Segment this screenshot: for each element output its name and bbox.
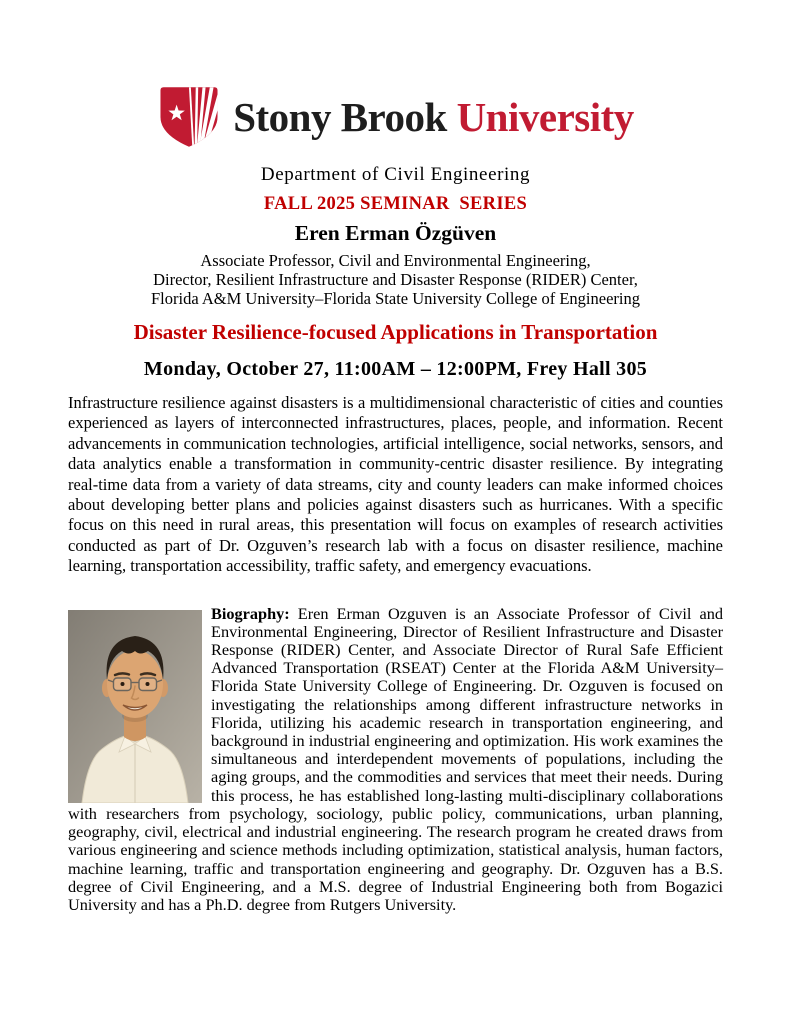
stony-brook-shield-icon <box>157 86 221 148</box>
abstract-paragraph: Infrastructure resilience against disasters is a multidimensional characteristic of cities and counties experienced as layers of interconnected infrastructures, places, people, and information. Recent advancements in communication technologies, artificial intelligence, social networks, sensors, and data analytics enable a transformation in community-centric disaster resilience. By integrating real-time data from a variety of data streams, city and county leaders can make informed choices about developing better plans and policies against disasters such as hurricanes. With a specific focus on this need in rural areas, this presentation will focus on examples of research activities conducted as part of Dr. Ozguven’s research lab with a focus on disaster resilience, machine learning, transportation accessibility, traffic safety, and emergency evacuations. <box>68 393 723 576</box>
seminar-series-title: FALL 2025 SEMINAR SERIES <box>263 194 528 214</box>
affiliation-line: Director, Resilient Infrastructure and Disaster Response (RIDER) Center, <box>153 270 638 289</box>
logo-wordmark-secondary: University <box>456 93 634 140</box>
university-logo <box>0 86 791 148</box>
logo-wordmark <box>233 93 634 140</box>
speaker-name: Eren Erman Özgüven <box>294 221 497 245</box>
affiliation-line: Florida A&M University–Florida State University College of Engineering <box>151 289 640 308</box>
biography-label: Biography: <box>211 603 290 623</box>
speaker-affiliation <box>0 251 791 308</box>
speaker-photo <box>68 610 202 803</box>
biography-text: Eren Erman Ozguven is an Associate Professor of Civil and Environmental Engineering, Director of Resilient Infrastructure and Disaster Response (RIDER) Center, and Associate Director of Rural Safe Efficient Advanced Transportation (RSEAT) Center at the Florida A&M University–Florida State University College of Engineering. Dr. Ozguven is focused on investigating the relationships among different infrastructure networks in Florida, utilizing his academic research in transportation engineering, and background in industrial engineering and optimization. His work examines the simultaneous and interdependent movements of populations, including the aging groups, and the commodities and services that meet their needs. During this process, he has established long-lasting multi-disciplinary collaborations with researchers from psychology, sociology, public policy, communications, urban planning, geography, civil, electrical and industrial engineering. The research program he created draws from various engineering and science methods including optimization, statistical analysis, human factors, machine learning, traffic and transportation engineering and geography. Dr. Ozguven has a B.S. degree of Civil Engineering, and a M.S. degree of Industrial Engineering both from Bogazici University and has a Ph.D. degree from Rutgers University. <box>68 603 723 914</box>
affiliation-line: Associate Professor, Civil and Environmental Engineering, <box>200 251 591 270</box>
event-datetime-location: Monday, October 27, 11:00AM – 12:00PM, Frey Hall 305 <box>143 358 648 380</box>
department-title: Department of Civil Engineering <box>260 164 531 185</box>
logo-wordmark-primary: Stony Brook <box>233 93 447 140</box>
biography-section <box>68 605 723 914</box>
talk-title: Disaster Resilience-focused Applications in Transportation <box>133 320 658 344</box>
